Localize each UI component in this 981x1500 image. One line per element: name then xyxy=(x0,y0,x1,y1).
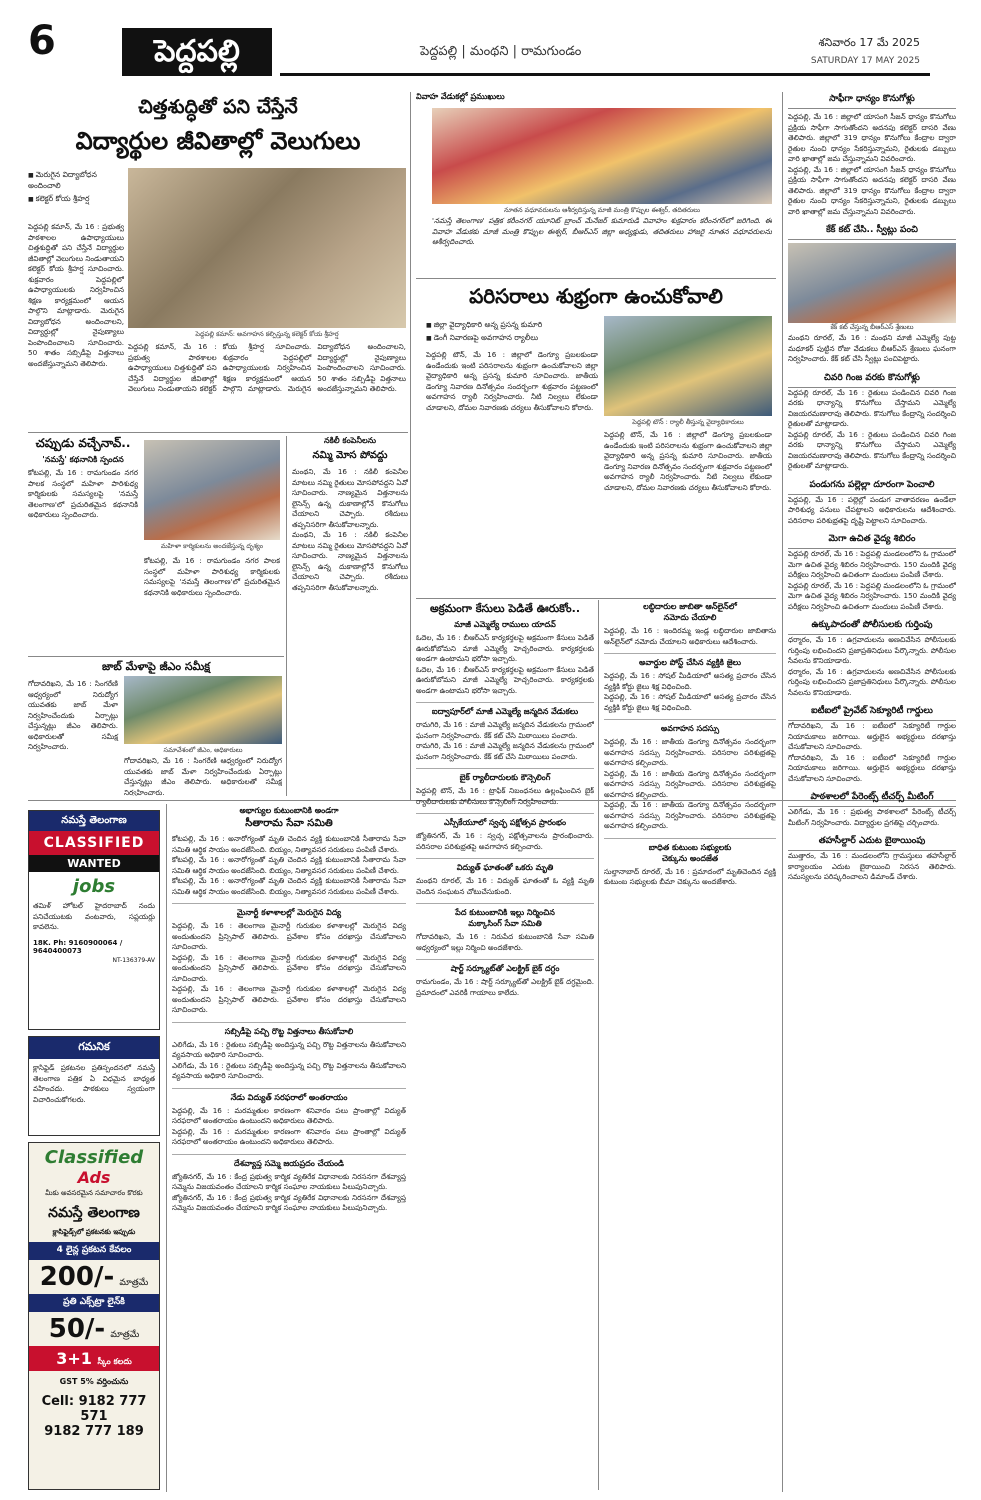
chevella-headline: చివరి గింజ వరకు కొనుగోళ్లు xyxy=(788,371,956,388)
notice-box xyxy=(28,1036,160,1136)
col3-subheadline-1: మాజీ ఎమ్మెల్యే రాములు యాదవ్ xyxy=(454,620,556,629)
lead-body-continued: పెద్దపల్లి కమాన్‌, మే 16 : ప్రభుత్వ పాఠశాలల ఉపాధ్యాయులు చిత్తశుద్ధితో పని చేస్తేనే విద్యార్థుల జీవితాల్లో వెలుగులు నిండుతాయని కలెక్టర్ కోయ శ్రీహర్ష సూచించారు. శుక్రవారం పెద్దపల్లిలో ఉపాధ్యాయులకు నిర్వహించిన శిక్షణ కార్యక్రమంలో ఆయన పాల్గొని మాట్లాడారు. మెరుగైన విద్యాబోధన అందించాలని, విద్యార్థుల్లో నైపుణ్యాలు పెంపొందించాలని సూచించారు. 50 శాతం సబ్సిడీపై విత్తనాలు అందజేస్తున్నామని తెలిపారు. xyxy=(128,342,406,393)
promo-price2: 50/- xyxy=(48,1314,106,1344)
promo-tagline: మీకు అవసరమైన సమాచారం కొరకు xyxy=(45,1189,143,1197)
chappudu-story xyxy=(28,436,138,651)
center-body-1-continued-2: కోటపల్లి, మే 16 : అనారోగ్యంతో మృతి చెందిన వ్యక్తి కుటుంబానికి సీతారామ సేవా సమితి ఆర్థిక సాయం అందజేసింది. బియ్యం, నిత్యావసర సరుకులు పంపిణీ చేశారు. xyxy=(172,876,406,896)
cleanliness-photo xyxy=(604,316,772,416)
lead-photo xyxy=(128,168,406,328)
promo-gst: GST 5% వర్తించును xyxy=(59,1377,129,1386)
job-mela-body-continued: గోదావరిఖని, మే 16 : సింగరేణి ఆధ్వర్యంలో నిరుద్యోగ యువతకు జాబ్ మేళా నిర్వహించేందుకు ఏర్పాట్లు చేస్తున్నట్లు జీఎం తెలిపారు. అధికారులతో సమీక్ష నిర్వహించారు. xyxy=(124,756,282,796)
col3-body-1: ఓదెల, మే 16 : బీఆర్ఎస్ కార్యకర్తలపై అక్రమంగా కేసులు పెడితే ఊరుకోబోమని మాజీ ఎమ్మెల్యే హెచ్చరించారు. కార్యకర్తలకు అండగా ఉంటామని భరోసా ఇచ్చారు. xyxy=(416,633,594,663)
promo-subhead: క్లాసిఫైడ్స్‌లో ప్రకటనకు ఇప్పుడు xyxy=(52,1228,136,1236)
classified-ad-wanted: WANTED xyxy=(29,855,159,872)
cleanliness-bullet: ■ జిల్లా వైద్యాధికారి అన్న ప్రసన్న కుమారి xyxy=(426,320,596,331)
lead-photo-caption: పెద్దపల్లి కమాన్‌: అవగాహన కల్పిస్తున్న కలెక్టర్ కోయ శ్రీహర్ష xyxy=(195,330,339,338)
page-title: పెద్దపల్లి xyxy=(122,28,272,76)
classified-ad-jobs: jobs xyxy=(72,876,116,897)
notice-body: క్లాసిఫైడ్ ప్రకటనల ప్రతిస్పందనలో నమస్తే తెలంగాణ పత్రిక ఏ విధమైన బాధ్యత వహించదు. పాఠకులు స్వయంగా విచారించుకోగలరు. xyxy=(33,1063,155,1104)
center-body-1: కోటపల్లి, మే 16 : అనారోగ్యంతో మృతి చెందిన వ్యక్తి కుటుంబానికి సీతారామ సేవా సమితి ఆర్థిక సాయం అందజేసింది. బియ్యం, నిత్యావసర సరుకులు పంపిణీ చేశారు. xyxy=(172,834,406,854)
col4-stories xyxy=(604,602,776,1492)
festival-headline: పండుగను పల్లెల్లా దూరంగా పెంచాలి xyxy=(788,478,956,495)
center-body-5-continued: జ్యోతినగర్, మే 16 : కేంద్ర ప్రభుత్వ కార్మిక వ్యతిరేక విధానాలకు నిరసనగా దేశవ్యాప్త సమ్మెను విజయవంతం చేయాలని కార్మిక సంఘాల నాయకులు పిలుపునిచ్చారు. xyxy=(172,1192,406,1212)
col4-headline-2: అవార్డుల పోస్ట్ చేసిన వ్యక్తికి జైలు xyxy=(604,653,776,669)
lead-bullet: ■ కలెక్టర్ కోయ శ్రీహర్ష xyxy=(28,194,116,205)
center-body-5: జ్యోతినగర్, మే 16 : కేంద్ర ప్రభుత్వ కార్మిక వ్యతిరేక విధానాలకు నిరసనగా దేశవ్యాప్త సమ్మెను విజయవంతం చేయాలని కార్మిక సంఘాల నాయకులు పిలుపునిచ్చారు. xyxy=(172,1171,406,1191)
col3-body-7: రామగుండం, మే 16 : షార్ట్ సర్క్యూట్‌తో ఎలక్ట్రిక్ బైక్ దగ్ధమైంది. ప్రమాదంలో ఎవరికీ గాయాలు కాలేదు. xyxy=(416,977,594,997)
cleanliness-body: పెద్దపల్లి టౌన్‌, మే 16 : జిల్లాలో డెంగ్యూ ప్రబలకుండా ఉండేందుకు ఇంటి పరిసరాలను శుభ్రంగా ఉంచుకోవాలని జిల్లా వైద్యాధికారి అన్న ప్రసన్న కుమారి సూచించారు. జాతీయ డెంగ్యూ నివారణ దినోత్సవం సందర్భంగా శుక్రవారం పట్టణంలో అవగాహన ర్యాలీ నిర్వహించారు. నీటి నిల్వలు లేకుండా చూడాలని, దోమల నివారణకు చర్యలు తీసుకోవాలని కోరారు. xyxy=(426,350,598,412)
lead-bullet: ■ మెరుగైన విద్యాబోధన అందించాలి xyxy=(28,170,116,192)
lead-headline-block xyxy=(28,92,408,162)
lead-headline-1: చిత్తశుద్ధితో పని చేస్తేనే xyxy=(138,96,298,118)
center-body-2-continued-2: పెద్దపల్లి, మే 16 : తెలంగాణ మైనార్టీ గురుకుల కళాశాలల్లో మెరుగైన విద్య అందుతుందని ప్రిన్సిపాల్ తెలిపారు. ప్రవేశాల కోసం దరఖాస్తు చేసుకోవాలని సూచించారు. xyxy=(172,984,406,1014)
classified-ad-body: తమిళ్ హోటల్‌ హైదరాబాద్ నందు పనిచేయుటకు వంటవారు, సప్లయర్లు కావలెను. xyxy=(33,901,155,931)
promo-only-2: మాత్రమే xyxy=(110,1330,140,1340)
cleanliness-headline-block xyxy=(416,284,776,318)
cake-photo-caption: కేక్ కట్ చేస్తున్న బీఆర్ఎస్ శ్రేణులు xyxy=(830,323,914,331)
lead-bullets xyxy=(28,168,116,218)
job-mela-photo xyxy=(124,676,282,744)
promo-only: మాత్రమే xyxy=(119,1278,149,1288)
job-mela-body: గోదావరిఖని, మే 16 : సింగరేణి ఆధ్వర్యంలో నిరుద్యోగ యువతకు జాబ్ మేళా నిర్వహించేందుకు ఏర్పాట్లు చేస్తున్నట్లు జీఎం తెలిపారు. అధికారులతో సమీక్ష నిర్వహించారు. xyxy=(28,679,118,751)
center-body-1-continued: కోటపల్లి, మే 16 : అనారోగ్యంతో మృతి చెందిన వ్యక్తి కుటుంబానికి సీతారామ సేవా సమితి ఆర్థిక సాయం అందజేసింది. బియ్యం, నిత్యావసర సరుకులు పంపిణీ చేశారు. xyxy=(172,855,406,875)
fake-companies-body: మంథని, మే 16 : నకిలీ కంపెనీల మాటలు నమ్మి రైతులు మోసపోవద్దని ఏవో సూచించారు. నాణ్యమైన విత్తనాలను లైసెన్స్ ఉన్న దుకాణాల్లోనే కొనుగోలు చేయాలని చెప్పారు. రశీదులు తప్పనిసరిగా తీసుకోవాలన్నారు. xyxy=(292,467,408,529)
cake-photo xyxy=(788,243,956,323)
cleanliness-bullets xyxy=(426,318,596,348)
wedding-body: 'నమస్తే తెలంగాణ' పత్రిక కరీంనగర్ యూనిట్ బ్రాంచ్ మేనేజర్ కుమారుడి వివాహం శుక్రవారం కరీంనగర్‌లో జరిగింది. ఈ వివాహ వేడుకకు మాజీ మంత్రి కొప్పుల ఈశ్వర్, బీఆర్ఎస్ జిల్లా అధ్యక్షుడు, తదితరులు హాజరై నూతన వధూవరులను ఆశీర్వదించారు. xyxy=(432,216,772,246)
chappudu-headline: చప్పుడు వచ్చేనావ్‌.. xyxy=(35,436,131,450)
chappudu-photo xyxy=(144,440,280,540)
center-body-4-continued: పెద్దపల్లి, మే 16 : మరమ్మతుల కారణంగా శనివారం పలు ప్రాంతాల్లో విద్యుత్ సరఫరాలో అంతరాయం ఉంటుందని అధికారులు తెలిపారు. xyxy=(172,1126,406,1146)
promo-offer: 3+1 xyxy=(56,1349,92,1368)
classified-ads-promo xyxy=(28,1142,160,1490)
masthead-bar xyxy=(280,28,930,76)
chappudu-body-continued: కోటపల్లి, మే 16 : రామగుండం నగర పాలక సంస్థలో మహిళా పారిశుధ్య కార్మికులకు సమస్యలపై 'నమస్తే తెలంగాణ'లో ప్రచురితమైన కథనానికి అధికారులు స్పందించారు. xyxy=(144,556,280,597)
col3-headline-7: షార్ట్ సర్క్యూట్‌తో ఎలక్ట్రిక్ బైక్ దగ్ధం xyxy=(416,959,594,975)
col4-body-3-continued: పెద్దపల్లి, మే 16 : జాతీయ డెంగ్యూ దినోత్సవం సందర్భంగా అవగాహన సదస్సు నిర్వహించారు. పరిసరాల పరిశుభ్రతపై అవగాహన కల్పించారు. xyxy=(604,768,776,799)
festival-body: పెద్దపల్లి, మే 16 : పల్లెల్లో పండుగ వాతావరణం ఉండేలా పారిశుధ్య పనులు చేపట్టాలని అధికారులను ఆదేశించారు. పరిసరాల పరిశుభ్రతపై దృష్టి పెట్టాలని సూచించారు. xyxy=(788,494,956,525)
promo-cell-2: 9182 777 189 xyxy=(44,1424,144,1439)
center-body-4: పెద్దపల్లి, మే 16 : మరమ్మతుల కారణంగా శనివారం పలు ప్రాంతాల్లో విద్యుత్ సరఫరాలో అంతరాయం ఉంటుందని అధికారులు తెలిపారు. xyxy=(172,1105,406,1125)
col3-stories xyxy=(416,602,594,1492)
date-telugu: శనివారం 17 మే 2025 xyxy=(818,36,920,49)
promo-offer-text: స్కీం కలదు xyxy=(97,1357,132,1366)
chappudu-photo-caption: మహిళా కార్మికులను అందజేస్తున్న దృశ్యం xyxy=(160,542,264,550)
classified-ad-phone: 18K. Ph: 9160900064 / 9640400073 xyxy=(33,938,123,955)
job-mela-headline: జాబ్ మేళాపై జీఎం సమీక్ష xyxy=(102,660,210,673)
wedding-photo-caption: నూతన వధూవరులను ఆశీర్వదిస్తున్న మాజీ మంత్రి కొప్పుల ఈశ్వర్, తదితరులు xyxy=(504,206,700,214)
promo-price1: 200/- xyxy=(39,1262,115,1292)
col4-body-3-continued-2: పెద్దపల్లి, మే 16 : జాతీయ డెంగ్యూ దినోత్సవం సందర్భంగా అవగాహన సదస్సు నిర్వహించారు. పరిసరాల పరిశుభ్రతపై అవగాహన కల్పించారు. xyxy=(604,800,776,830)
classified-ad-brand: నమస్తే తెలంగాణ xyxy=(29,811,159,831)
col3-subheadline-6: మక్కాసింగ్ సేవా సమితి xyxy=(468,919,542,928)
grain-body: పెద్దపల్లి, మే 16 : జిల్లాలో యాసంగి సీజన్ ధాన్యం కొనుగోలు ప్రక్రియ సాఫీగా సాగుతోందని అదనపు కలెక్టర్ దాసరి వేణు తెలిపారు. జిల్లాలో 319 ధాన్యం కొనుగోలు కేంద్రాల ద్వారా రైతుల నుంచి ధాన్యం సేకరిస్తున్నామని, రైతులకు డబ్బులు వారి ఖాతాల్లో జమ చేస్తున్నామని వివరించారు. xyxy=(788,112,956,163)
cleanliness-photo-caption: పెద్దపల్లి టౌన్‌ : ర్యాలీ తీస్తున్న వైద్యాధికారులు xyxy=(632,418,744,426)
col3-headline-5: విద్యుత్ ఘాతంతో ఒకరు మృతి xyxy=(416,858,594,874)
col3-headline-3: బైక్ ర్యాలీదారులకు కౌన్సెలింగ్ xyxy=(416,768,594,784)
notice-header: గమనిక xyxy=(29,1037,159,1059)
cake-body: మంథని రూరల్‌, మే 16 : మంథని మాజీ ఎమ్మెల్యే పుట్ట మధూకర్ పుట్టిన రోజు వేడుకలు బీఆర్ఎస్ శ్రేణులు ఘనంగా నిర్వహించారు. కేక్ కట్ చేసి స్వీట్లు పంచిపెట్టారు. xyxy=(788,333,956,363)
bottom-center-stories xyxy=(172,806,406,1492)
police-body-continued: ధర్మారం, మే 16 : ఉగ్రవాదులను అణచివేసిన పోలీసులకు గుర్తింపు లభించిందని ప్రజాప్రతినిధులు పేర్కొన్నారు. పోలీసుల సేవలను కొనియాడారు. xyxy=(788,666,956,697)
col4-body-2-continued: పెద్దపల్లి, మే 16 : సోషల్ మీడియాలో అసత్య ప్రచారం చేసిన వ్యక్తికి కోర్టు జైలు శిక్ష విధించింది. xyxy=(604,692,776,712)
police-headline: ఉక్కుపాదంతో పోలీసులకు గుర్తింపు xyxy=(788,618,956,635)
center-headline-3: సబ్సిడీపై పచ్చి రొట్ట విత్తనాలు తీసుకోవాలి xyxy=(172,1022,406,1038)
classified-ad xyxy=(28,810,160,1030)
cleanliness-headline: పరిసరాలు శుభ్రంగా ఉంచుకోవాలి xyxy=(469,284,723,308)
center-body-2: పెద్దపల్లి, మే 16 : తెలంగాణ మైనార్టీ గురుకుల కళాశాలల్లో మెరుగైన విద్య అందుతుందని ప్రిన్సిపాల్ తెలిపారు. ప్రవేశాల కోసం దరఖాస్తు చేసుకోవాలని సూచించారు. xyxy=(172,921,406,951)
col3-headline-2: ఐద్వాపూర్‌లో మాజీ ఎమ్మెల్యే జన్మదిన వేడుకలు xyxy=(416,702,594,718)
cleanliness-body-continued: పెద్దపల్లి టౌన్‌, మే 16 : జిల్లాలో డెంగ్యూ ప్రబలకుండా ఉండేందుకు ఇంటి పరిసరాలను శుభ్రంగా ఉంచుకోవాలని జిల్లా వైద్యాధికారి అన్న ప్రసన్న కుమారి సూచించారు. జాతీయ డెంగ్యూ నివారణ దినోత్సవం సందర్భంగా శుక్రవారం పట్టణంలో అవగాహన ర్యాలీ నిర్వహించారు. నీటి నిల్వలు లేకుండా చూడాలని, దోమల నివారణకు చర్యలు తీసుకోవాలని కోరారు. xyxy=(604,430,772,492)
col3-body-5: మంథని రూరల్, మే 16 : విద్యుత్ ఘాతంతో ఓ వ్యక్తి మృతి చెందిన సంఘటన చోటుచేసుకుంది. xyxy=(416,876,594,896)
classified-ad-header: CLASSIFIED xyxy=(29,831,159,855)
tahsildar-headline: తహసీల్దార్ ఎదుట బైఠాయింపు xyxy=(788,834,956,851)
col3-body-2: రామగిరి, మే 16 : మాజీ ఎమ్మెల్యే జన్మదిన వేడుకలను గ్రామంలో ఘనంగా నిర్వహించారు. కేక్ కట్ చేసి మిఠాయిలు పంచారు. xyxy=(416,720,594,740)
lead-headline-2: విద్యార్థుల జీవితాల్లో వెలుగులు xyxy=(75,127,361,155)
iti-body-continued: గోదావరిఖని, మే 16 : ఐటీఐలో సెక్యూరిటీ గార్డుల నియామకాలు జరిగాయి. అర్హులైన అభ్యర్థులు దరఖాస్తు చేసుకోవాలని సూచించారు. xyxy=(788,752,956,783)
fake-companies-story xyxy=(292,436,408,796)
medical-body: పెద్దపల్లి రూరల్‌, మే 16 : పెద్దపల్లి మండలంలోని ఓ గ్రామంలో మెగా ఉచిత వైద్య శిబిరం నిర్వహించారు. 150 మందికి వైద్య పరీక్షలు నిర్వహించి ఉచితంగా మందులు పంపిణీ చేశారు. xyxy=(788,549,956,579)
col3-body-4: జ్యోతినగర్, మే 16 : స్వచ్ఛ పక్షోత్సవాలను ప్రారంభించారు. పరిసరాల పరిశుభ్రతపై అవగాహన కల్పించారు. xyxy=(416,831,594,851)
wedding-photo xyxy=(432,108,772,204)
col3-body-3: పెద్దపల్లి టౌన్, మే 16 : ట్రాఫిక్ నిబంధనలు ఉల్లంఘించిన బైక్ ర్యాలీదారులకు పోలీసులు కౌన్సెలింగ్ నిర్వహించారు. xyxy=(416,786,594,806)
section-list: పెద్దపల్లి | మంథని | రామగుండం xyxy=(420,44,582,59)
wedding-kicker: వివాహ వేడుకల్లో ప్రముఖులు xyxy=(416,92,505,101)
col4-headline-1: లబ్ధిదారుల జాబితా ఆన్‌లైన్‌లో xyxy=(643,602,737,611)
chappudu-subheadline: 'నమస్తే' కథనానికి స్పందన xyxy=(42,455,124,464)
col3-headline-6: పేద కుటుంబానికి ఇల్లు నిర్మించిన xyxy=(416,903,594,919)
cake-headline: కేక్ కట్ చేసి.. స్వీట్లు పంచి xyxy=(788,223,956,240)
col4-subheadline-4: చెక్కును అందజేత xyxy=(661,853,719,863)
right-column xyxy=(788,92,956,1492)
masthead xyxy=(0,0,981,90)
promo-brand: Classified xyxy=(44,1147,144,1168)
chevella-body: పెద్దపల్లి రూరల్, మే 16 : రైతులు పండించిన చివరి గింజ వరకు ధాన్యాన్ని కొనుగోలు చేస్తామని ఎమ్మెల్యే విజయరమణారావు తెలిపారు. కొనుగోలు కేంద్రాన్ని సందర్శించి రైతులతో మాట్లాడారు. xyxy=(788,387,956,428)
center-body-3-continued: ఎలిగేడు, మే 16 : రైతులు సబ్సిడీపై అందిస్తున్న పచ్చి రొట్ట విత్తనాలను తీసుకోవాలని వ్యవసాయ అధికారి సూచించారు. xyxy=(172,1060,406,1080)
promo-paper: నమస్తే తెలంగాణ xyxy=(48,1205,140,1221)
school-body: ఎలిగేడు, మే 16 : ప్రభుత్వ పాఠశాలలో పేరెంట్స్ టీచర్స్ మీటింగ్ నిర్వహించారు. విద్యార్థుల ప్రగతిపై చర్చించారు. xyxy=(788,807,956,827)
promo-brand-2: Ads xyxy=(77,1168,111,1187)
date-english: SATURDAY 17 MAY 2025 xyxy=(810,56,920,66)
center-headline-2: మైనార్టీ కళాశాలల్లో మెరుగైన విద్య xyxy=(172,903,406,919)
grain-body-continued: పెద్దపల్లి, మే 16 : జిల్లాలో యాసంగి సీజన్ ధాన్యం కొనుగోలు ప్రక్రియ సాఫీగా సాగుతోందని అదనపు కలెక్టర్ దాసరి వేణు తెలిపారు. జిల్లాలో 319 ధాన్యం కొనుగోలు కేంద్రాల ద్వారా రైతుల నుంచి ధాన్యం సేకరిస్తున్నామని, రైతులకు డబ్బులు వారి ఖాతాల్లో జమ చేస్తున్నామని వివరించారు. xyxy=(788,164,956,216)
col3-body-1-continued: ఓదెల, మే 16 : బీఆర్ఎస్ కార్యకర్తలపై అక్రమంగా కేసులు పెడితే ఊరుకోబోమని మాజీ ఎమ్మెల్యే హెచ్చరించారు. కార్యకర్తలకు అండగా ఉంటామని భరోసా ఇచ్చారు. xyxy=(416,664,594,695)
fake-companies-kicker: నకిలీ కంపెనీలను xyxy=(323,436,377,445)
col3-body-6: గోదావరిఖని, మే 16 : నిరుపేద కుటుంబానికి సేవా సమితి ఆధ్వర్యంలో ఇల్లు నిర్మించి అందజేశారు. xyxy=(416,932,594,952)
col4-headline-4: బాధిత కుటుంబ సభ్యులకు xyxy=(604,838,776,854)
center-body-2-continued: పెద్దపల్లి, మే 16 : తెలంగాణ మైనార్టీ గురుకుల కళాశాలల్లో మెరుగైన విద్య అందుతుందని ప్రిన్సిపాల్ తెలిపారు. ప్రవేశాల కోసం దరఖాస్తు చేసుకోవాలని సూచించారు. xyxy=(172,952,406,983)
center-headline-4: నేడు విద్యుత్ సరఫరాలో అంతరాయం xyxy=(172,1088,406,1104)
job-mela-photo-caption: సమావేశంలో జీఎం, అధికారులు xyxy=(163,746,243,754)
chappudu-body: కోటపల్లి, మే 16 : రామగుండం నగర పాలక సంస్థలో మహిళా పారిశుధ్య కార్మికులకు సమస్యలపై 'నమస్తే తెలంగాణ'లో ప్రచురితమైన కథనానికి అధికారులు స్పందించారు. xyxy=(28,468,138,519)
medical-body-continued: పెద్దపల్లి రూరల్‌, మే 16 : పెద్దపల్లి మండలంలోని ఓ గ్రామంలో మెగా ఉచిత వైద్య శిబిరం నిర్వహించారు. 150 మందికి వైద్య పరీక్షలు నిర్వహించి ఉచితంగా మందులు పంపిణీ చేశారు. xyxy=(788,580,956,611)
chevella-body-continued: పెద్దపల్లి రూరల్, మే 16 : రైతులు పండించిన చివరి గింజ వరకు ధాన్యాన్ని కొనుగోలు చేస్తామని ఎమ్మెల్యే విజయరమణారావు తెలిపారు. కొనుగోలు కేంద్రాన్ని సందర్శించి రైతులతో మాట్లాడారు. xyxy=(788,429,956,470)
medical-headline: మెగా ఉచిత వైద్య శిబిరం xyxy=(788,532,956,549)
center-body-3: ఎలిగేడు, మే 16 : రైతులు సబ్సిడీపై అందిస్తున్న పచ్చి రొట్ట విత్తనాలను తీసుకోవాలని వ్యవసాయ అధికారి సూచించారు. xyxy=(172,1039,406,1059)
promo-cell-1: Cell: 9182 777 571 xyxy=(41,1394,147,1424)
promo-line2: ప్రతి ఎక్స్‌ట్రా లైన్‌కి xyxy=(29,1294,159,1312)
col3-body-2-continued: రామగిరి, మే 16 : మాజీ ఎమ్మెల్యే జన్మదిన వేడుకలను గ్రామంలో ఘనంగా నిర్వహించారు. కేక్ కట్ చేసి మిఠాయిలు పంచారు. xyxy=(416,741,594,761)
classified-ad-code: NT-136379-AV xyxy=(112,956,155,964)
lead-body: పెద్దపల్లి కమాన్‌, మే 16 : ప్రభుత్వ పాఠశాలల ఉపాధ్యాయులు చిత్తశుద్ధితో పని చేస్తేనే విద్యార్థుల జీవితాల్లో వెలుగులు నిండుతాయని కలెక్టర్ కోయ శ్రీహర్ష సూచించారు. శుక్రవారం పెద్దపల్లిలో ఉపాధ్యాయులకు నిర్వహించిన శిక్షణ కార్యక్రమంలో ఆయన పాల్గొని మాట్లాడారు. మెరుగైన విద్యాబోధన అందించాలని, విద్యార్థుల్లో నైపుణ్యాలు పెంపొందించాలని సూచించారు. 50 శాతం సబ్సిడీపై విత్తనాలు అందజేస్తున్నామని తెలిపారు. xyxy=(28,222,124,368)
col3-headline-1: అక్రమంగా కేసులు పెడితే ఊరుకోం.. xyxy=(429,602,580,615)
promo-line1: 4 లైన్ల ప్రకటన కేవలం xyxy=(29,1242,159,1260)
col4-subheadline-1: నమోదు చేయాలి xyxy=(663,613,717,622)
page-number: 6 xyxy=(28,18,56,64)
center-subheadline-1: సీతారామ సేవా సమితి xyxy=(245,818,333,829)
col3-headline-4: ఎస్సీకేయూలో స్వచ్ఛ పక్షోత్సవ ప్రారంభం xyxy=(416,813,594,829)
grain-headline: సాఫీగా ధాన్యం కొనుగోళ్లు xyxy=(788,92,956,109)
center-headline-1: అభాగ్యుల కుటుంబానికి అండగా xyxy=(239,806,339,815)
center-headline-5: దేశవ్యాప్త సమ్మె జయప్రదం చేయండి xyxy=(172,1154,406,1170)
fake-companies-headline: నమ్మి మోస పోవద్దు xyxy=(312,450,388,461)
iti-headline: ఐటీఐలో ప్రైవేట్ సెక్యూరిటీ గార్డులు xyxy=(788,704,956,721)
col4-body-4: సుల్తానాబాద్ రూరల్, మే 16 : ప్రమాదంలో మృతిచెందిన వ్యక్తి కుటుంబ సభ్యులకు బీమా చెక్కును అందజేశారు. xyxy=(604,866,776,886)
cleanliness-bullet: ■ డెంగీ నివారణపై అవగాహన ర్యాలీలు xyxy=(426,333,596,344)
police-body: ధర్మారం, మే 16 : ఉగ్రవాదులను అణచివేసిన పోలీసులకు గుర్తింపు లభించిందని ప్రజాప్రతినిధులు పేర్కొన్నారు. పోలీసుల సేవలను కొనియాడారు. xyxy=(788,635,956,665)
col4-body-2: పెద్దపల్లి, మే 16 : సోషల్ మీడియాలో అసత్య ప్రచారం చేసిన వ్యక్తికి కోర్టు జైలు శిక్ష విధించింది. xyxy=(604,671,776,691)
wedding-kicker-block xyxy=(416,92,776,108)
col4-headline-3: అవగాహన సదస్సు xyxy=(604,719,776,735)
school-headline: పాఠశాలలో పేరెంట్స్ టీచర్స్ మీటింగ్ xyxy=(788,790,956,807)
col4-body-1: పెద్దపల్లి, మే 16 : ఇందిరమ్మ ఇండ్ల లబ్ధిదారుల జాబితాను ఆన్‌లైన్‌లో నమోదు చేయాలని అధికారులు ఆదేశించారు. xyxy=(604,626,776,646)
tahsildar-body: ముత్తారం, మే 16 : మండలంలోని గ్రామస్తులు తహసీల్దార్ కార్యాలయం ఎదుట బైఠాయించి నిరసన తెలిపారు. సమస్యలను పరిష్కరించాలని డిమాండ్ చేశారు. xyxy=(788,851,956,881)
fake-companies-body-continued: మంథని, మే 16 : నకిలీ కంపెనీల మాటలు నమ్మి రైతులు మోసపోవద్దని ఏవో సూచించారు. నాణ్యమైన విత్తనాలను లైసెన్స్ ఉన్న దుకాణాల్లోనే కొనుగోలు చేయాలని చెప్పారు. రశీదులు తప్పనిసరిగా తీసుకోవాలన్నారు. xyxy=(292,530,408,592)
col4-body-3: పెద్దపల్లి, మే 16 : జాతీయ డెంగ్యూ దినోత్సవం సందర్భంగా అవగాహన సదస్సు నిర్వహించారు. పరిసరాల పరిశుభ్రతపై అవగాహన కల్పించారు. xyxy=(604,737,776,767)
iti-body: గోదావరిఖని, మే 16 : ఐటీఐలో సెక్యూరిటీ గార్డుల నియామకాలు జరిగాయి. అర్హులైన అభ్యర్థులు దరఖాస్తు చేసుకోవాలని సూచించారు. xyxy=(788,721,956,751)
